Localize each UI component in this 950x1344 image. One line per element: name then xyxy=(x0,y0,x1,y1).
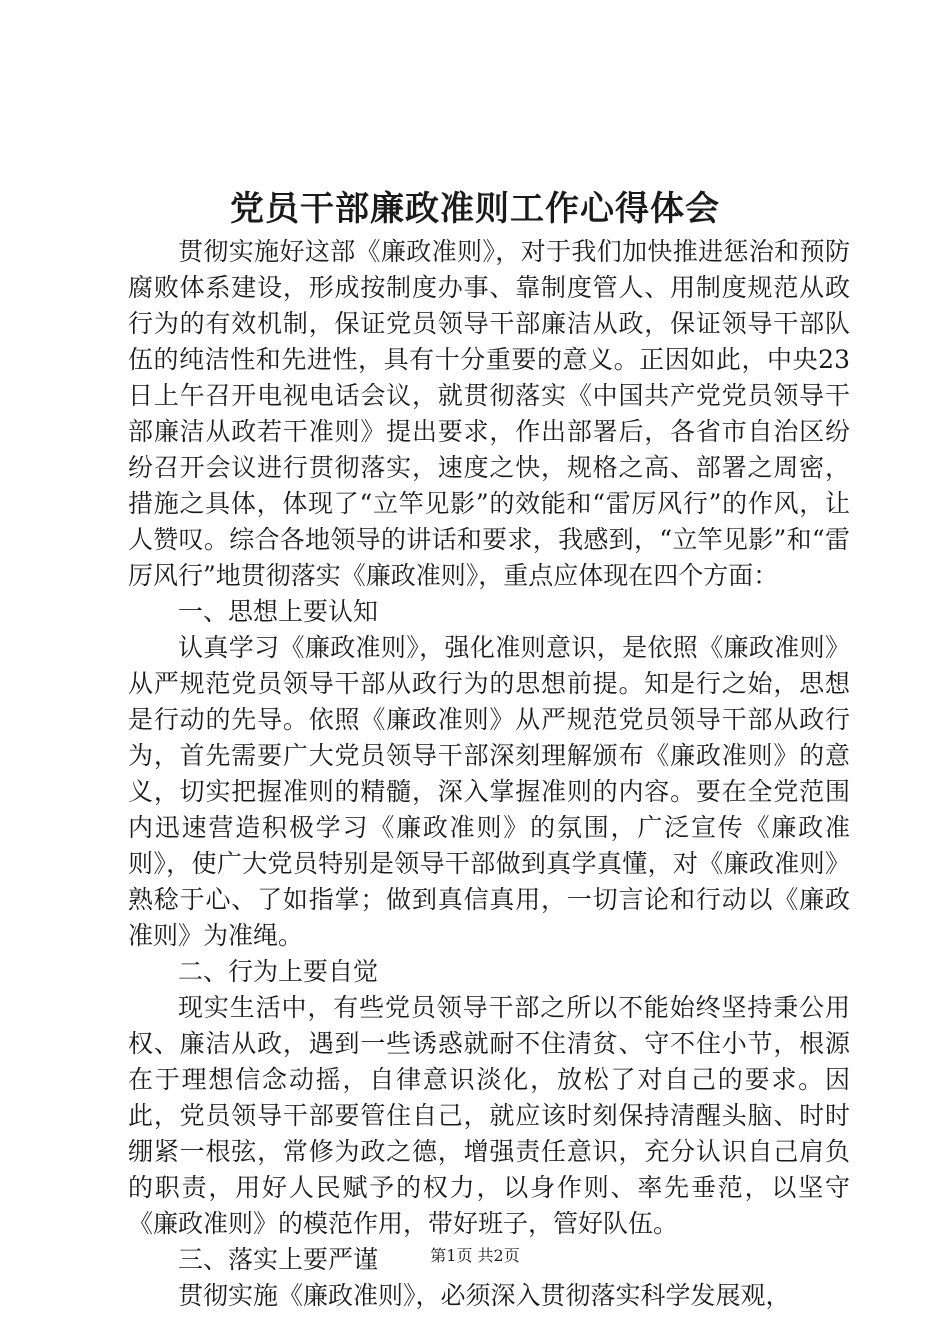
document-body xyxy=(128,234,850,1314)
section-heading-3: 三、落实上要严谨 xyxy=(178,1245,379,1274)
section-heading-1: 一、思想上要认知 xyxy=(178,597,379,626)
section-heading-2: 二、行为上要自觉 xyxy=(178,957,379,986)
paragraph-intro: 贯彻实施好这部《廉政准则》，对于我们加快推进惩治和预防腐败体系建设，形成按制度办事、靠制度管人、用制度规范从政行为的有效机制，保证党员领导干部廉洁从政，保证领导干部队伍的纯洁性和先进性，具有十分重要的意义。正因如此，中央23日上午召开电视电话会议，就贯彻落实《中国共产党党员领导干部廉洁从政若干准则》提出要求，作出部署后，各省市自治区纷纷召开会议进行贯彻落实，速度之快，规格之高、部署之周密，措施之具体，体现了“立竿见影”的效能和“雷厉风行”的作风，让人赞叹。综合各地领导的讲话和要求，我感到，“立竿见影”和“雷厉风行”地贯彻落实《廉政准则》，重点应体现在四个方面： xyxy=(128,237,850,590)
page-title: 党员干部廉政准则工作心得体会 xyxy=(230,189,720,229)
paragraph-section-2: 现实生活中，有些党员领导干部之所以不能始终坚持秉公用权、廉洁从政，遇到一些诱惑就耐不住清贫、守不住小节，根源在于理想信念动摇，自律意识淡化，放松了对自己的要求。因此，党员领导干部要管住自己，就应该时刻保持清醒头脑、时时绷紧一根弦，常修为政之德，增强责任意识，充分认识自己肩负的职责，用好人民赋予的权力，以身作则、率先垂范，以坚守《廉政准则》的模范作用，带好班子，管好队伍。 xyxy=(128,993,850,1238)
paragraph-section-3: 贯彻实施《廉政准则》，必须深入贯彻落实科学发展观， xyxy=(178,1281,791,1310)
paragraph-section-1: 认真学习《廉政准则》，强化准则意识，是依照《廉政准则》从严规范党员领导干部从政行为的思想前提。知是行之始，思想是行动的先导。依照《廉政准则》从严规范党员领导干部从政行为，首先需要广大党员领导干部深刻理解颁布《廉政准则》的意义，切实把握准则的精髓，深入掌握准则的内容。要在全党范围内迅速营造积极学习《廉政准则》的氛围，广泛宣传《廉政准则》，使广大党员特别是领导干部做到真学真懂，对《廉政准则》熟稔于心、了如指掌；做到真信真用，一切言论和行动以《廉政准则》为准绳。 xyxy=(128,633,850,950)
page-footer: 第1页 共2页 xyxy=(430,1246,520,1265)
